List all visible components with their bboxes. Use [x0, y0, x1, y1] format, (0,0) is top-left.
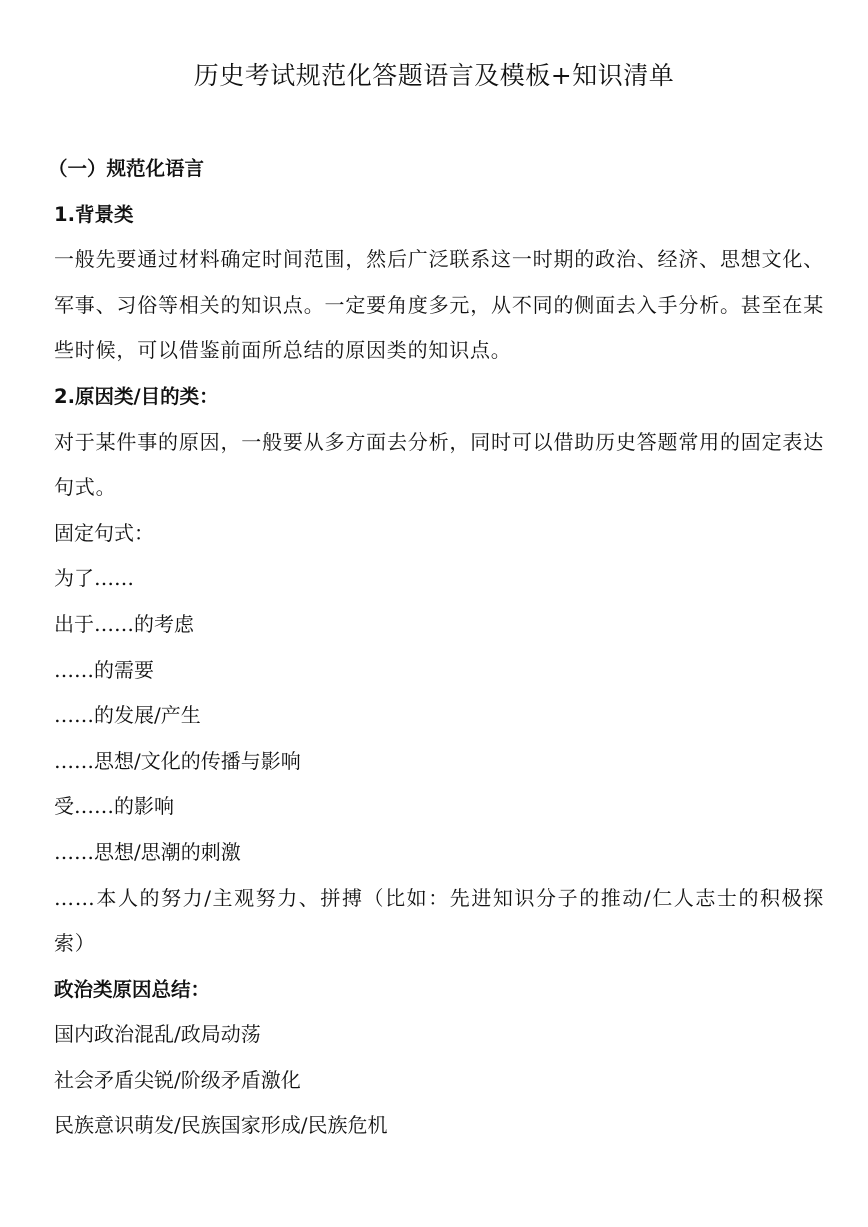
- fixed-phrases-label: 固定句式：: [54, 520, 154, 545]
- document-title: 历史考试规范化答题语言及模板+知识清单: [193, 61, 675, 90]
- document-body: [48, 146, 824, 1149]
- phrase-item: ……的需要: [54, 657, 154, 682]
- political-heading: 政治类原因总结：: [54, 977, 211, 1001]
- phrase-item: 出于……的考虑: [54, 611, 194, 636]
- phrase-item: ……思想/文化的传播与影响: [54, 748, 301, 773]
- reason-paragraph: 对于某件事的原因，一般要从多方面去分析，同时可以借助历史答题常用的固定表达句式。: [54, 429, 824, 500]
- phrase-item-long: ……本人的努力/主观努力、拼搏（比如：先进知识分子的推动/仁人志士的积极探索）: [54, 885, 824, 956]
- political-item: 社会矛盾尖锐/阶级矛盾激化: [54, 1067, 301, 1092]
- phrase-item: ……的发展/产生: [54, 703, 201, 728]
- section-heading: （一）规范化语言: [48, 157, 205, 180]
- political-item: 民族意识萌发/民族国家形成/民族危机: [54, 1113, 388, 1138]
- phrase-item: ……思想/思潮的刺激: [54, 839, 241, 864]
- political-item: 国内政治混乱/政局动荡: [54, 1022, 261, 1047]
- background-heading: 1.背景类: [54, 202, 134, 226]
- background-paragraph: 一般先要通过材料确定时间范围，然后广泛联系这一时期的政治、经济、思想文化、军事、习俗等相关的知识点。一定要角度多元，从不同的侧面去入手分析。甚至在某些时候，可以借鉴前面所总结的原因类的知识点。: [54, 247, 824, 363]
- phrase-item: 受……的影响: [54, 794, 174, 819]
- phrase-item: 为了……: [54, 566, 134, 591]
- reason-heading: 2.原因类/目的类：: [54, 384, 219, 408]
